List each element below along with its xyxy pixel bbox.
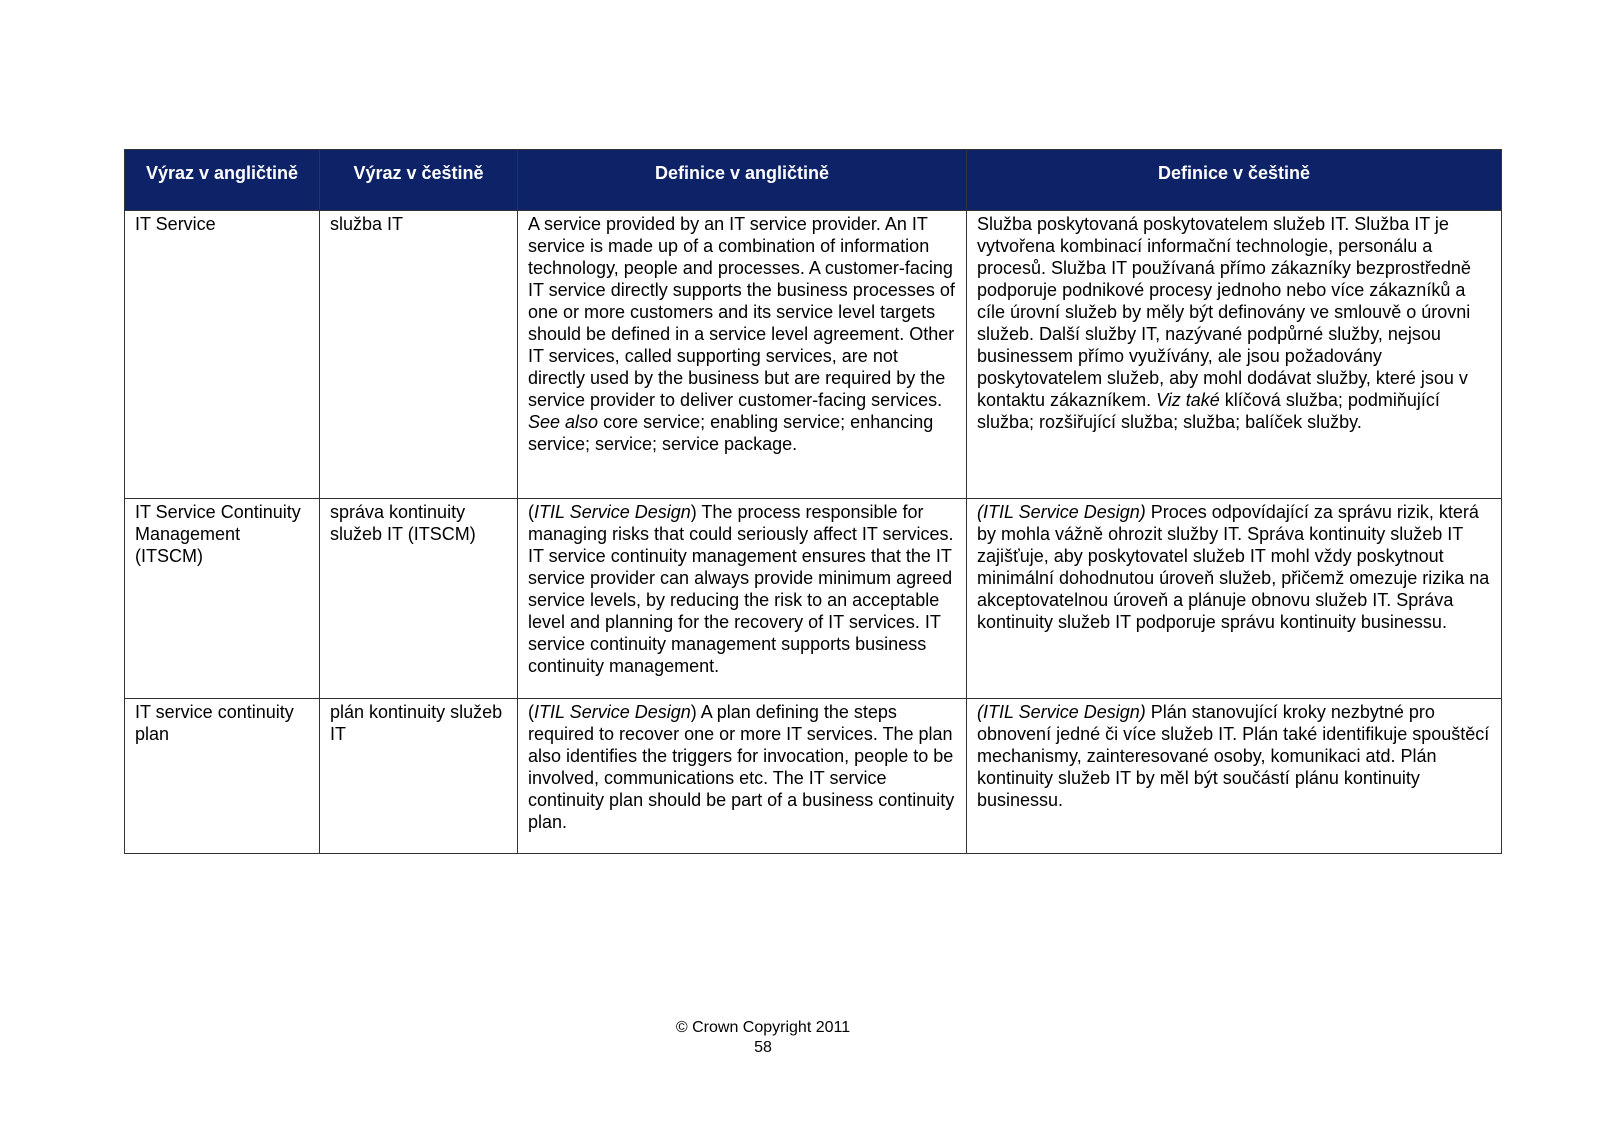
- source-reference: ITIL Service Design: [534, 702, 691, 722]
- definition-text: klíčová služba; podmiňující služba; rozšiřující služba; služba; balíček služby.: [977, 390, 1440, 432]
- definition-text: Služba poskytovaná poskytovatelem služeb IT. Služba IT je vytvořena kombinací informační technologie, personálu a procesů. Služba IT používaná přímo zákazníky bezprostředně podporuje podnikové procesy jednoho nebo více zákazníků a cíle úrovní služeb by měly být definovány ve smlouvě o úrovni služeb. Další služby IT, nazývané podpůrné služby, nejsou businessem přímo využívány, ale jsou požadovány poskytovatelem služeb, aby mohl dodávat služby, které jsou v kontaktu zákazníkem.: [977, 214, 1471, 410]
- definition-english-cell: [518, 211, 967, 499]
- table-row: [125, 211, 1502, 499]
- definition-czech-cell: [967, 699, 1502, 854]
- definition-text: Proces odpovídající za správu rizik, která by mohla vážně ohrozit služby IT. Správa kontinuity služeb IT zajišťuje, aby poskytovatel služeb IT mohl vždy poskytnout minimální dohodnutou úroveň služeb, přičemž omezuje rizika na akceptovatelnou úroveň a plánuje obnovu služeb IT. Správa kontinuity služeb IT podporuje správu kontinuity businessu.: [977, 502, 1490, 632]
- definition-english-cell: [518, 499, 967, 699]
- term-czech-cell: služba IT: [320, 211, 518, 499]
- copyright-notice: © Crown Copyright 2011: [675, 1019, 851, 1036]
- header-definition-czech: Definice v češtině: [967, 150, 1502, 211]
- table-header-row: [125, 150, 1502, 211]
- see-also-label: See also: [528, 412, 599, 432]
- glossary-table: [124, 149, 1502, 854]
- header-term-english: Výraz v angličtině: [125, 150, 320, 211]
- term-czech-cell: správa kontinuity služeb IT (ITSCM): [320, 499, 518, 699]
- table-row: [125, 699, 1502, 854]
- term-czech-cell: plán kontinuity služeb IT: [320, 699, 518, 854]
- definition-text: core service; enabling service; enhancing service; service; service package.: [528, 412, 934, 454]
- see-also-label: Viz také: [1156, 390, 1220, 410]
- term-english-cell: IT Service: [125, 211, 320, 499]
- page-number: 58: [754, 1039, 772, 1056]
- header-definition-english: Definice v angličtině: [518, 150, 967, 211]
- paren-open: (: [528, 702, 534, 722]
- definition-text: ) A plan defining the steps required to recover one or more IT services. The plan also identifies the triggers for invocation, people to be involved, communications etc. The IT service continuity plan should be part of a business continuity plan.: [528, 702, 955, 832]
- table-row: [125, 499, 1502, 699]
- definition-czech-cell: [967, 211, 1502, 499]
- term-english-cell: IT service continuity plan: [125, 699, 320, 854]
- source-reference: (ITIL Service Design): [977, 502, 1146, 522]
- paren-open: (: [528, 502, 534, 522]
- source-reference: ITIL Service Design: [534, 502, 691, 522]
- definition-text: A service provided by an IT service provider. An IT service is made up of a combination of information technology, people and processes. A customer-facing IT service directly supports the business processes of one or more customers and its service level targets should be defined in a service level agreement. Other IT services, called supporting services, are not directly used by the business but are required by the service provider to deliver customer-facing services.: [528, 214, 955, 410]
- header-term-czech: Výraz v češtině: [320, 150, 518, 211]
- source-reference: (ITIL Service Design): [977, 702, 1146, 722]
- term-english-cell: IT Service Continuity Management (ITSCM): [125, 499, 320, 699]
- definition-text: ) The process responsible for managing risks that could seriously affect IT services. IT service continuity management ensures that the IT service provider can always provide minimum agreed service levels, by reducing the risk to an acceptable level and planning for the recovery of IT services. IT service continuity management supports business continuity management.: [528, 502, 954, 676]
- definition-czech-cell: [967, 499, 1502, 699]
- definition-text: Plán stanovující kroky nezbytné pro obnovení jedné či více služeb IT. Plán také identifikuje spouštěcí mechanismy, zainteresované osoby, komunikaci atd. Plán kontinuity služeb IT by měl být součástí plánu kontinuity businessu.: [977, 702, 1490, 810]
- definition-english-cell: [518, 699, 967, 854]
